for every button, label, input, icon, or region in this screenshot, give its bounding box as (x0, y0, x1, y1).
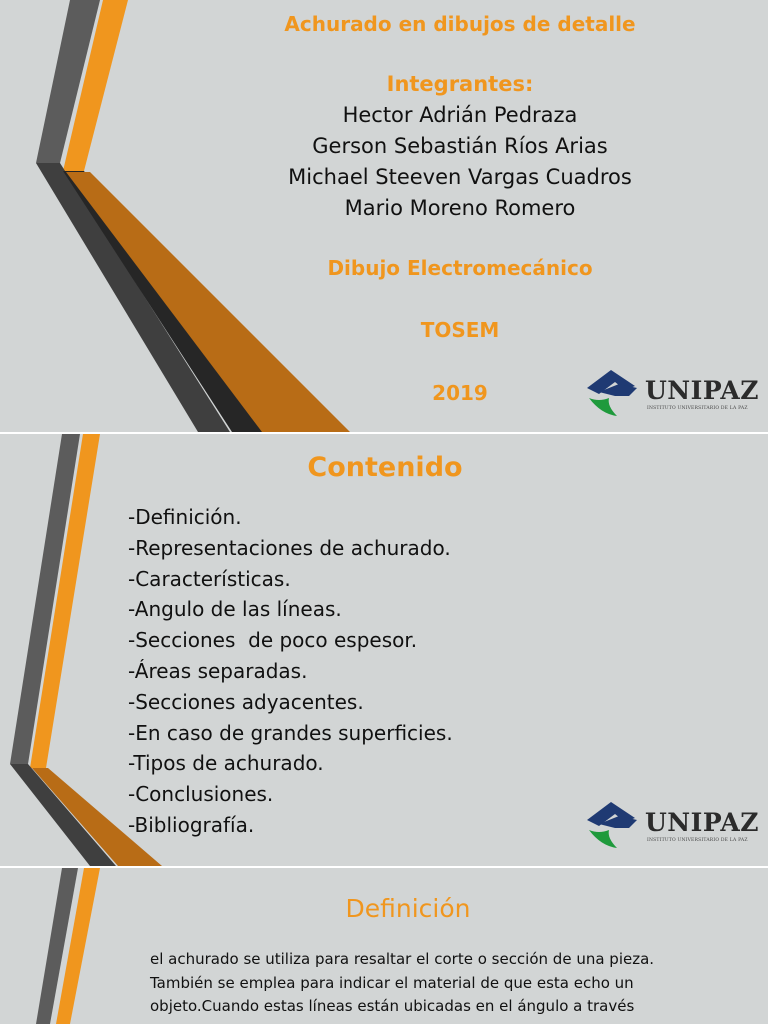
definition-body: el achurado se utiliza para resaltar el corte o sección de una pieza. También se emplea para indicar el material de que esta echo un objeto.Cuando estas líneas están ubicadas en el ángulo a través (150, 950, 655, 1015)
bird-icon (585, 366, 645, 418)
member-name: Gerson Sebastián Ríos Arias (312, 134, 608, 158)
decorative-stripes (0, 868, 120, 1024)
contents-list (128, 502, 453, 841)
subject-name: Dibujo Electromecánico (327, 256, 593, 280)
list-item: -Secciones de poco espesor. (128, 628, 418, 653)
member-name: Mario Moreno Romero (344, 196, 576, 220)
list-item: -Secciones adyacentes. (128, 689, 364, 714)
logo-name: UNIPAZ (645, 808, 759, 837)
presentation-title: Achurado en dibujos de detalle (284, 12, 636, 36)
slide-contents (0, 434, 768, 866)
member-name: Hector Adrián Pedraza (342, 103, 578, 127)
bird-icon (585, 798, 645, 850)
list-item: -Bibliografía. (128, 812, 255, 837)
contents-heading: Contenido (307, 452, 463, 483)
members-heading: Integrantes: (386, 72, 534, 96)
list-item: -Características. (128, 566, 291, 591)
list-item: -Tipos de achurado. (128, 751, 324, 776)
slide-definition (0, 868, 768, 1024)
logo-name: UNIPAZ (645, 376, 759, 405)
list-item: -En caso de grandes superficies. (128, 720, 453, 745)
list-item: -Angulo de las líneas. (128, 597, 342, 622)
logo-tagline: INSTITUTO UNIVERSITARIO DE LA PAZ (647, 406, 748, 411)
unipaz-logo (585, 798, 759, 850)
program-name: TOSEM (420, 318, 500, 342)
member-name: Michael Steeven Vargas Cuadros (288, 165, 632, 189)
members-list (240, 100, 680, 224)
logo-tagline: INSTITUTO UNIVERSITARIO DE LA PAZ (647, 838, 748, 843)
unipaz-logo (585, 366, 759, 418)
definition-heading: Definición (345, 894, 471, 923)
list-item: -Definición. (128, 505, 242, 529)
year: 2019 (432, 381, 488, 405)
slide-cover (0, 0, 768, 432)
list-item: -Representaciones de achurado. (128, 535, 451, 560)
list-item: -Conclusiones. (128, 782, 274, 807)
list-item: -Áreas separadas. (128, 658, 308, 683)
